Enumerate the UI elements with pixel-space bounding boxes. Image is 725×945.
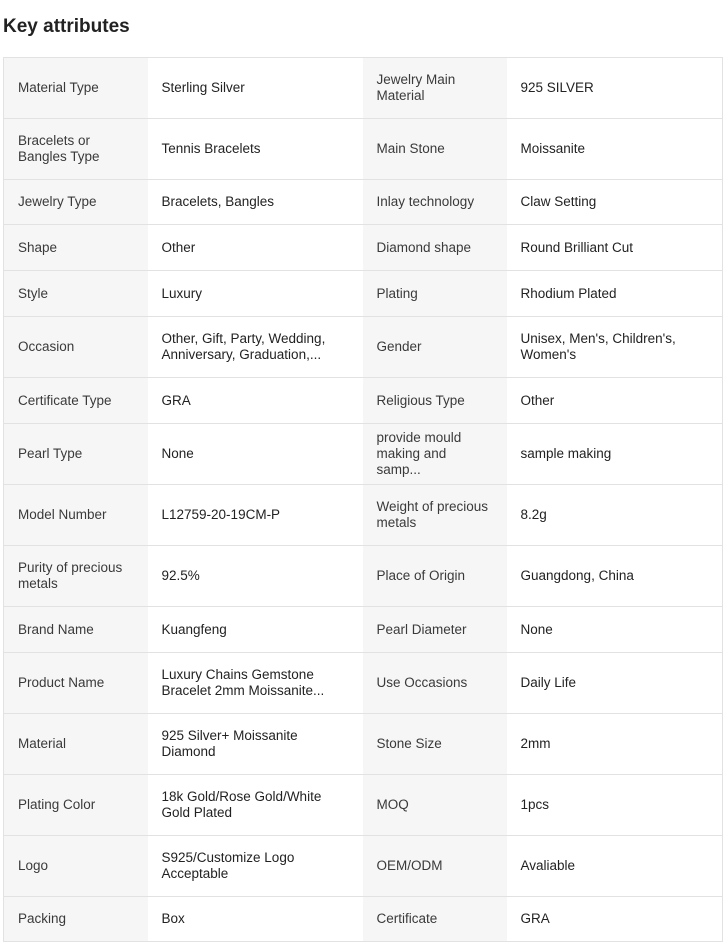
attribute-value: Moissanite (507, 119, 723, 180)
attribute-row (4, 180, 723, 225)
attribute-value: 8.2g (507, 485, 723, 546)
attribute-value: Rhodium Plated (507, 271, 723, 317)
attribute-label: MOQ (363, 775, 507, 836)
attribute-row (4, 546, 723, 607)
attribute-row (4, 607, 723, 653)
attribute-row (4, 424, 723, 485)
attribute-value: None (507, 607, 723, 653)
attribute-value: L12759-20-19CM-P (148, 485, 363, 546)
attribute-label: Bracelets or Bangles Type (4, 119, 148, 180)
attribute-row (4, 714, 723, 775)
attribute-value: Round Brilliant Cut (507, 225, 723, 271)
attribute-label: provide mould making and samp... (363, 424, 507, 485)
attribute-row (4, 58, 723, 119)
attribute-row (4, 775, 723, 836)
attribute-label: Place of Origin (363, 546, 507, 607)
attribute-value: 1pcs (507, 775, 723, 836)
attribute-label: Packing (4, 897, 148, 942)
attribute-label: Purity of precious metals (4, 546, 148, 607)
attribute-value: Guangdong, China (507, 546, 723, 607)
attribute-value: Unisex, Men's, Children's, Women's (507, 317, 723, 378)
attribute-value: Claw Setting (507, 180, 723, 225)
attribute-label: Jewelry Main Material (363, 58, 507, 119)
attribute-label: Stone Size (363, 714, 507, 775)
attribute-label: Product Name (4, 653, 148, 714)
attribute-label: Use Occasions (363, 653, 507, 714)
attribute-value: 925 SILVER (507, 58, 723, 119)
attribute-row (4, 271, 723, 317)
attribute-label: Main Stone (363, 119, 507, 180)
attribute-value: Bracelets, Bangles (148, 180, 363, 225)
attribute-row (4, 378, 723, 424)
attribute-label: Style (4, 271, 148, 317)
attribute-row (4, 225, 723, 271)
attribute-label: Material Type (4, 58, 148, 119)
attribute-row (4, 653, 723, 714)
attribute-label: Jewelry Type (4, 180, 148, 225)
attribute-value: None (148, 424, 363, 485)
attribute-label: Certificate (363, 897, 507, 942)
attribute-label: Model Number (4, 485, 148, 546)
attribute-label: Plating Color (4, 775, 148, 836)
attribute-label: Inlay technology (363, 180, 507, 225)
section-title: Key attributes (3, 16, 130, 37)
attribute-value: GRA (148, 378, 363, 424)
attribute-label: Certificate Type (4, 378, 148, 424)
attribute-row (4, 317, 723, 378)
key-attributes-table (3, 57, 723, 942)
attribute-value: GRA (507, 897, 723, 942)
attribute-value: Other (148, 225, 363, 271)
attribute-label: Occasion (4, 317, 148, 378)
attribute-value: sample making (507, 424, 723, 485)
attribute-value: Luxury Chains Gemstone Bracelet 2mm Moissanite... (148, 653, 363, 714)
attribute-value: Box (148, 897, 363, 942)
attribute-label: OEM/ODM (363, 836, 507, 897)
attribute-value: Daily Life (507, 653, 723, 714)
attribute-label: Pearl Type (4, 424, 148, 485)
attribute-label: Logo (4, 836, 148, 897)
attribute-row (4, 485, 723, 546)
attribute-value: 925 Silver+ Moissanite Diamond (148, 714, 363, 775)
attribute-label: Material (4, 714, 148, 775)
attribute-value: Kuangfeng (148, 607, 363, 653)
attribute-label: Gender (363, 317, 507, 378)
attribute-row (4, 897, 723, 942)
attribute-value: 2mm (507, 714, 723, 775)
attribute-value: 18k Gold/Rose Gold/White Gold Plated (148, 775, 363, 836)
attribute-label: Weight of precious metals (363, 485, 507, 546)
attribute-value: Luxury (148, 271, 363, 317)
attribute-value: Other, Gift, Party, Wedding, Anniversary, Graduation,... (148, 317, 363, 378)
attribute-label: Brand Name (4, 607, 148, 653)
attribute-row (4, 836, 723, 897)
attribute-value: 92.5% (148, 546, 363, 607)
attribute-value: Tennis Bracelets (148, 119, 363, 180)
attribute-value: Other (507, 378, 723, 424)
attribute-row (4, 119, 723, 180)
attribute-label: Diamond shape (363, 225, 507, 271)
attribute-label: Pearl Diameter (363, 607, 507, 653)
attribute-label: Religious Type (363, 378, 507, 424)
attribute-label: Plating (363, 271, 507, 317)
attribute-label: Shape (4, 225, 148, 271)
attribute-value: Avaliable (507, 836, 723, 897)
attribute-value: S925/Customize Logo Acceptable (148, 836, 363, 897)
attribute-value: Sterling Silver (148, 58, 363, 119)
